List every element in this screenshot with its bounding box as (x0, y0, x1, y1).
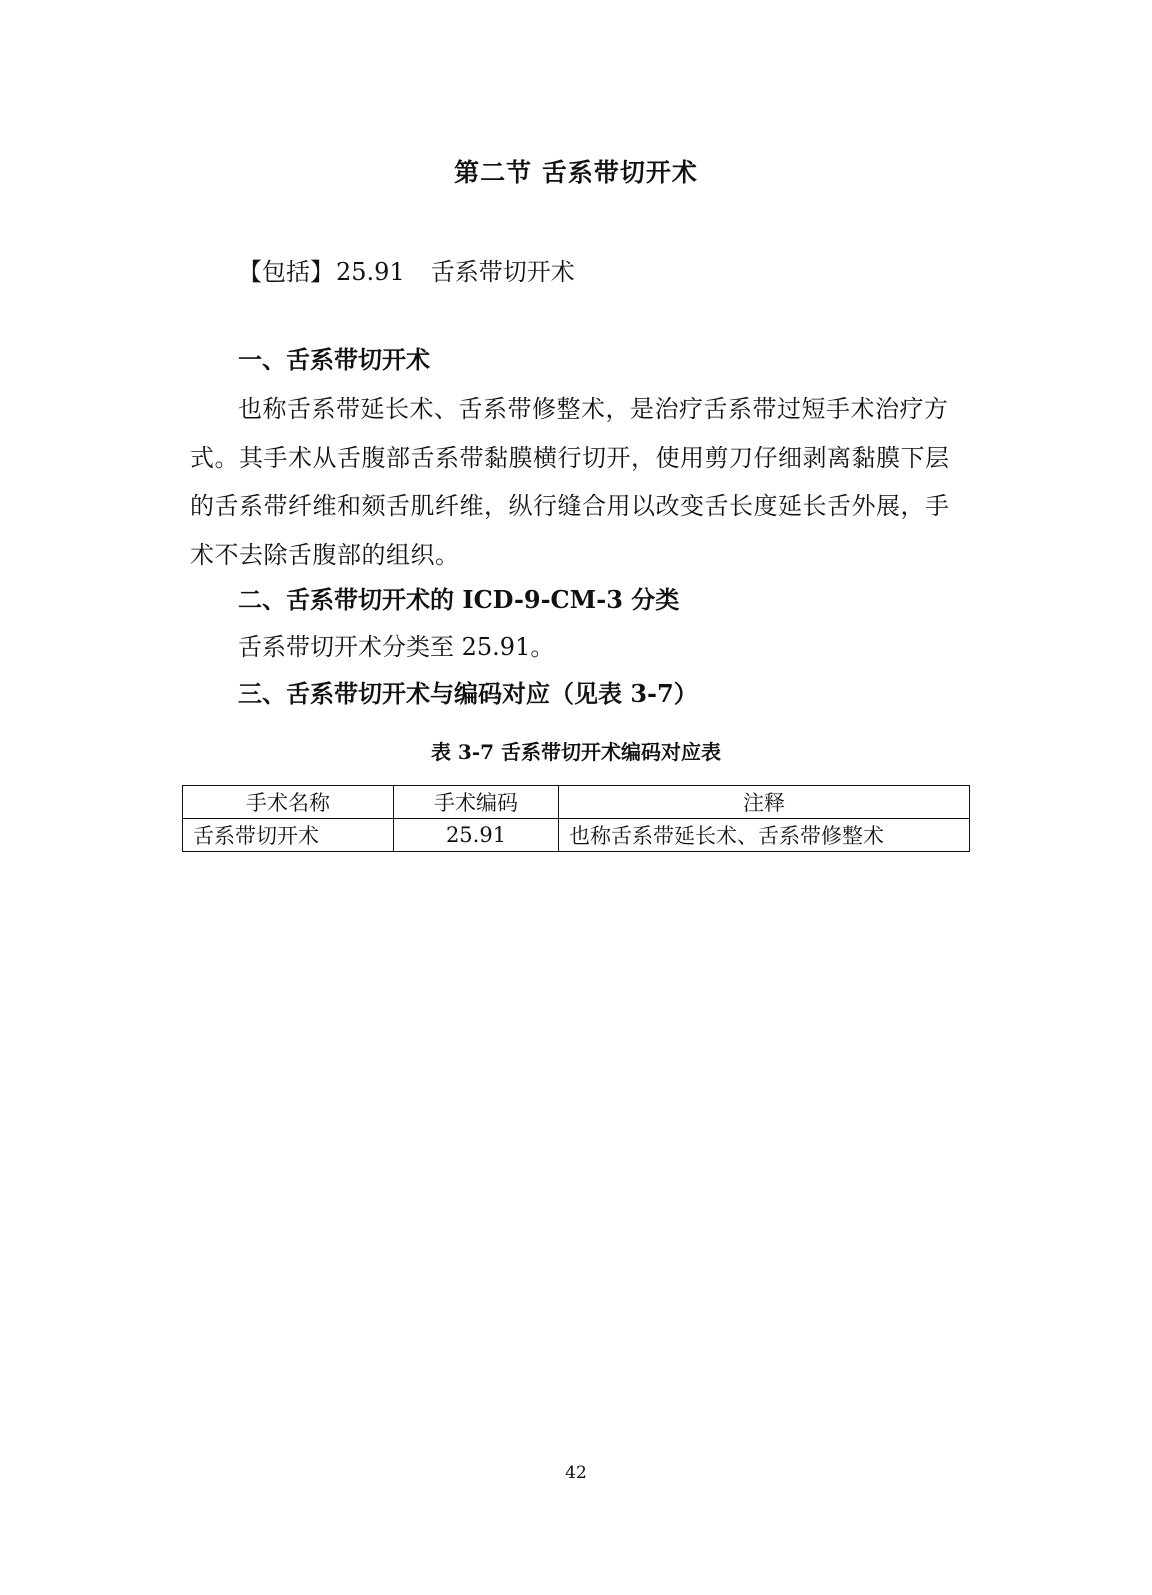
section-title: 第二节 舌系带切开术 (454, 158, 698, 187)
table-header-row (183, 786, 970, 819)
includes-line (238, 252, 575, 287)
page-number: 42 (565, 1463, 587, 1483)
table-cell: 舌系带切开术 (183, 819, 394, 852)
table-cell: 25.91 (394, 819, 559, 852)
heading-1: 一、舌系带切开术 (238, 345, 430, 374)
heading-2: 二、舌系带切开术的 ICD-9-CM-3 分类 (238, 585, 680, 614)
table-row (183, 819, 970, 852)
table-header-cell: 注释 (559, 786, 970, 819)
heading-3: 三、舌系带切开术与编码对应（见表 3-7） (238, 679, 698, 708)
paragraph-1: 也称舌系带延长术、舌系带修整术，是治疗舌系带过短手术治疗方式。其手术从舌腹部舌系带黏膜横行切开，使用剪刀仔细剥离黏膜下层的舌系带纤维和颏舌肌纤维，纵行缝合用以改变舌长度延长舌外展，手术不去除舌腹部的组织。 (190, 395, 950, 569)
includes-name: 舌系带切开术 (430, 258, 575, 286)
code-table (182, 785, 970, 852)
table-header-cell: 手术名称 (183, 786, 394, 819)
table-caption: 表 3-7 舌系带切开术编码对应表 (430, 740, 722, 764)
table-cell: 也称舌系带延长术、舌系带修整术 (559, 819, 970, 852)
includes-code: 25.91 (336, 258, 405, 286)
table-header-cell: 手术编码 (394, 786, 559, 819)
includes-label: 【包括】 (238, 258, 334, 286)
paragraph-2: 舌系带切开术分类至 25.91。 (238, 633, 555, 661)
